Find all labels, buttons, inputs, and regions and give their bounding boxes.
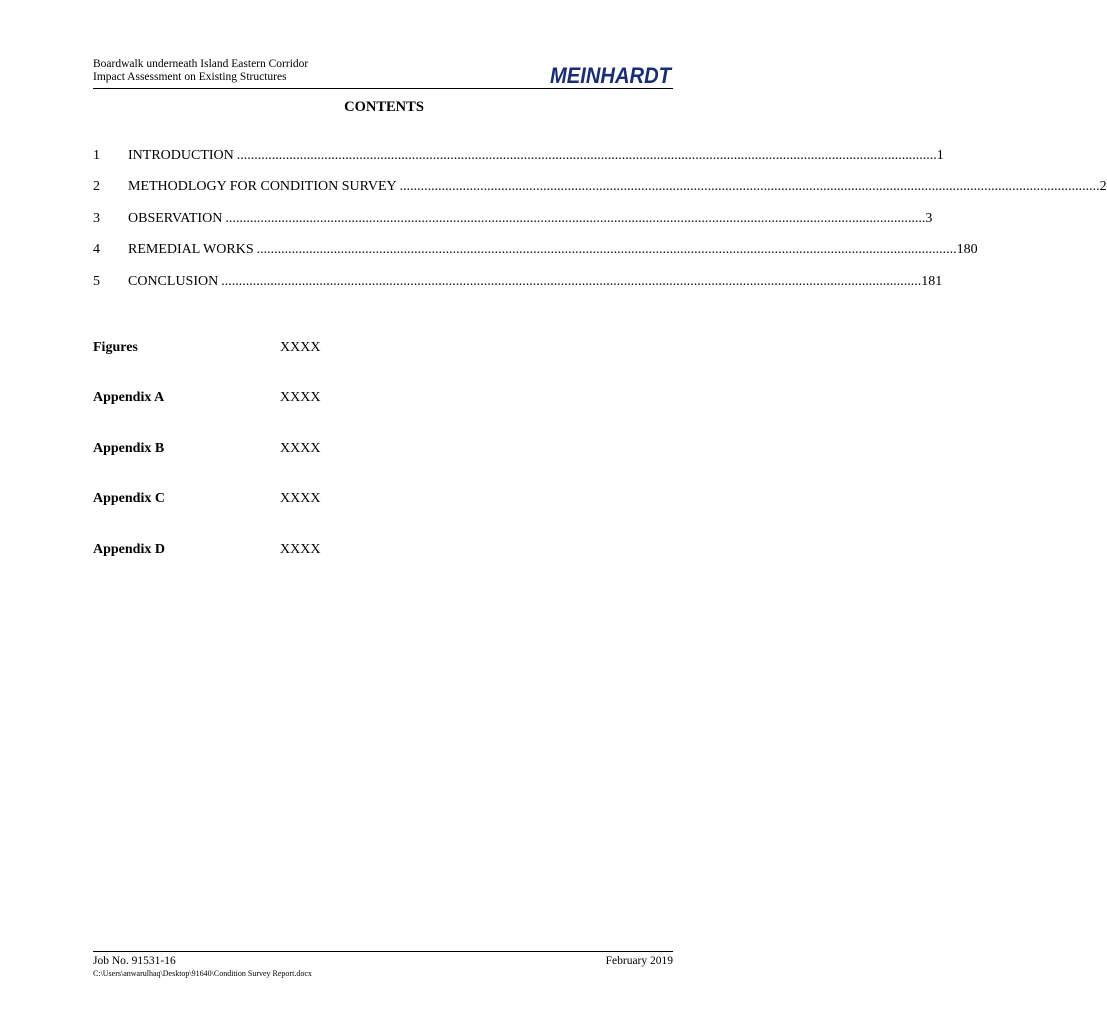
toc-number: 5 bbox=[93, 274, 100, 289]
toc-number: 2 bbox=[93, 179, 100, 194]
toc-page-number: 3 bbox=[925, 211, 933, 226]
toc-page-number: 180 bbox=[956, 242, 978, 257]
appendix-c-value: XXXX bbox=[280, 491, 321, 506]
toc-entry[interactable] bbox=[93, 241, 978, 259]
appendix-b-label: Appendix B bbox=[93, 441, 165, 456]
figures-label: Figures bbox=[93, 340, 138, 355]
footer-job-number: Job No. 91531-16 bbox=[93, 955, 176, 967]
toc-page-number: 181 bbox=[921, 274, 943, 289]
toc-number: 1 bbox=[93, 148, 100, 163]
meinhardt-logo bbox=[548, 62, 673, 86]
footer-divider bbox=[93, 951, 673, 952]
toc-leader-dots: ........................................................................................................................................................................................................ bbox=[256, 242, 957, 257]
toc-number: 4 bbox=[93, 242, 100, 257]
toc-title: METHODLOGY FOR CONDITION SURVEY bbox=[128, 179, 397, 194]
toc-title: OBSERVATION bbox=[128, 211, 223, 226]
header-report-subtitle: Impact Assessment on Existing Structures bbox=[93, 71, 287, 83]
appendix-b-value: XXXX bbox=[280, 441, 321, 456]
toc-title: CONCLUSION bbox=[128, 274, 219, 289]
toc-entry[interactable] bbox=[93, 210, 933, 228]
header-divider bbox=[93, 88, 673, 89]
toc-number: 3 bbox=[93, 211, 100, 226]
toc-leader-dots: ........................................................................................................................................................................................................ bbox=[221, 274, 922, 289]
footer-date: February 2019 bbox=[605, 955, 673, 967]
toc-title: REMEDIAL WORKS bbox=[128, 242, 254, 257]
figures-value: XXXX bbox=[280, 340, 321, 355]
contents-heading: CONTENTS bbox=[344, 99, 424, 115]
toc-entry[interactable] bbox=[93, 147, 944, 165]
appendix-a-value: XXXX bbox=[280, 390, 321, 405]
toc-entry[interactable] bbox=[93, 178, 1107, 196]
toc-leader-dots: ........................................................................................................................................................................................................ bbox=[236, 148, 937, 163]
appendix-a-label: Appendix A bbox=[93, 390, 165, 405]
appendix-d-value: XXXX bbox=[280, 542, 321, 557]
appendix-c-label: Appendix C bbox=[93, 491, 165, 506]
toc-title: INTRODUCTION bbox=[128, 148, 234, 163]
toc-page-number: 1 bbox=[936, 148, 944, 163]
footer-file-path: C:\Users\anwarulhaq\Desktop\91640\Condition Survey Report.docx bbox=[93, 969, 312, 978]
toc-page-number: 2 bbox=[1099, 179, 1107, 194]
appendix-d-label: Appendix D bbox=[93, 542, 165, 557]
toc-leader-dots: ........................................................................................................................................................................................................ bbox=[225, 211, 926, 226]
header-project-title: Boardwalk underneath Island Eastern Corridor bbox=[93, 58, 309, 70]
toc-entry[interactable] bbox=[93, 273, 943, 291]
toc-leader-dots: ........................................................................................................................................................................................................ bbox=[399, 179, 1100, 194]
svg-text:MEINHARDT: MEINHARDT bbox=[550, 63, 673, 88]
